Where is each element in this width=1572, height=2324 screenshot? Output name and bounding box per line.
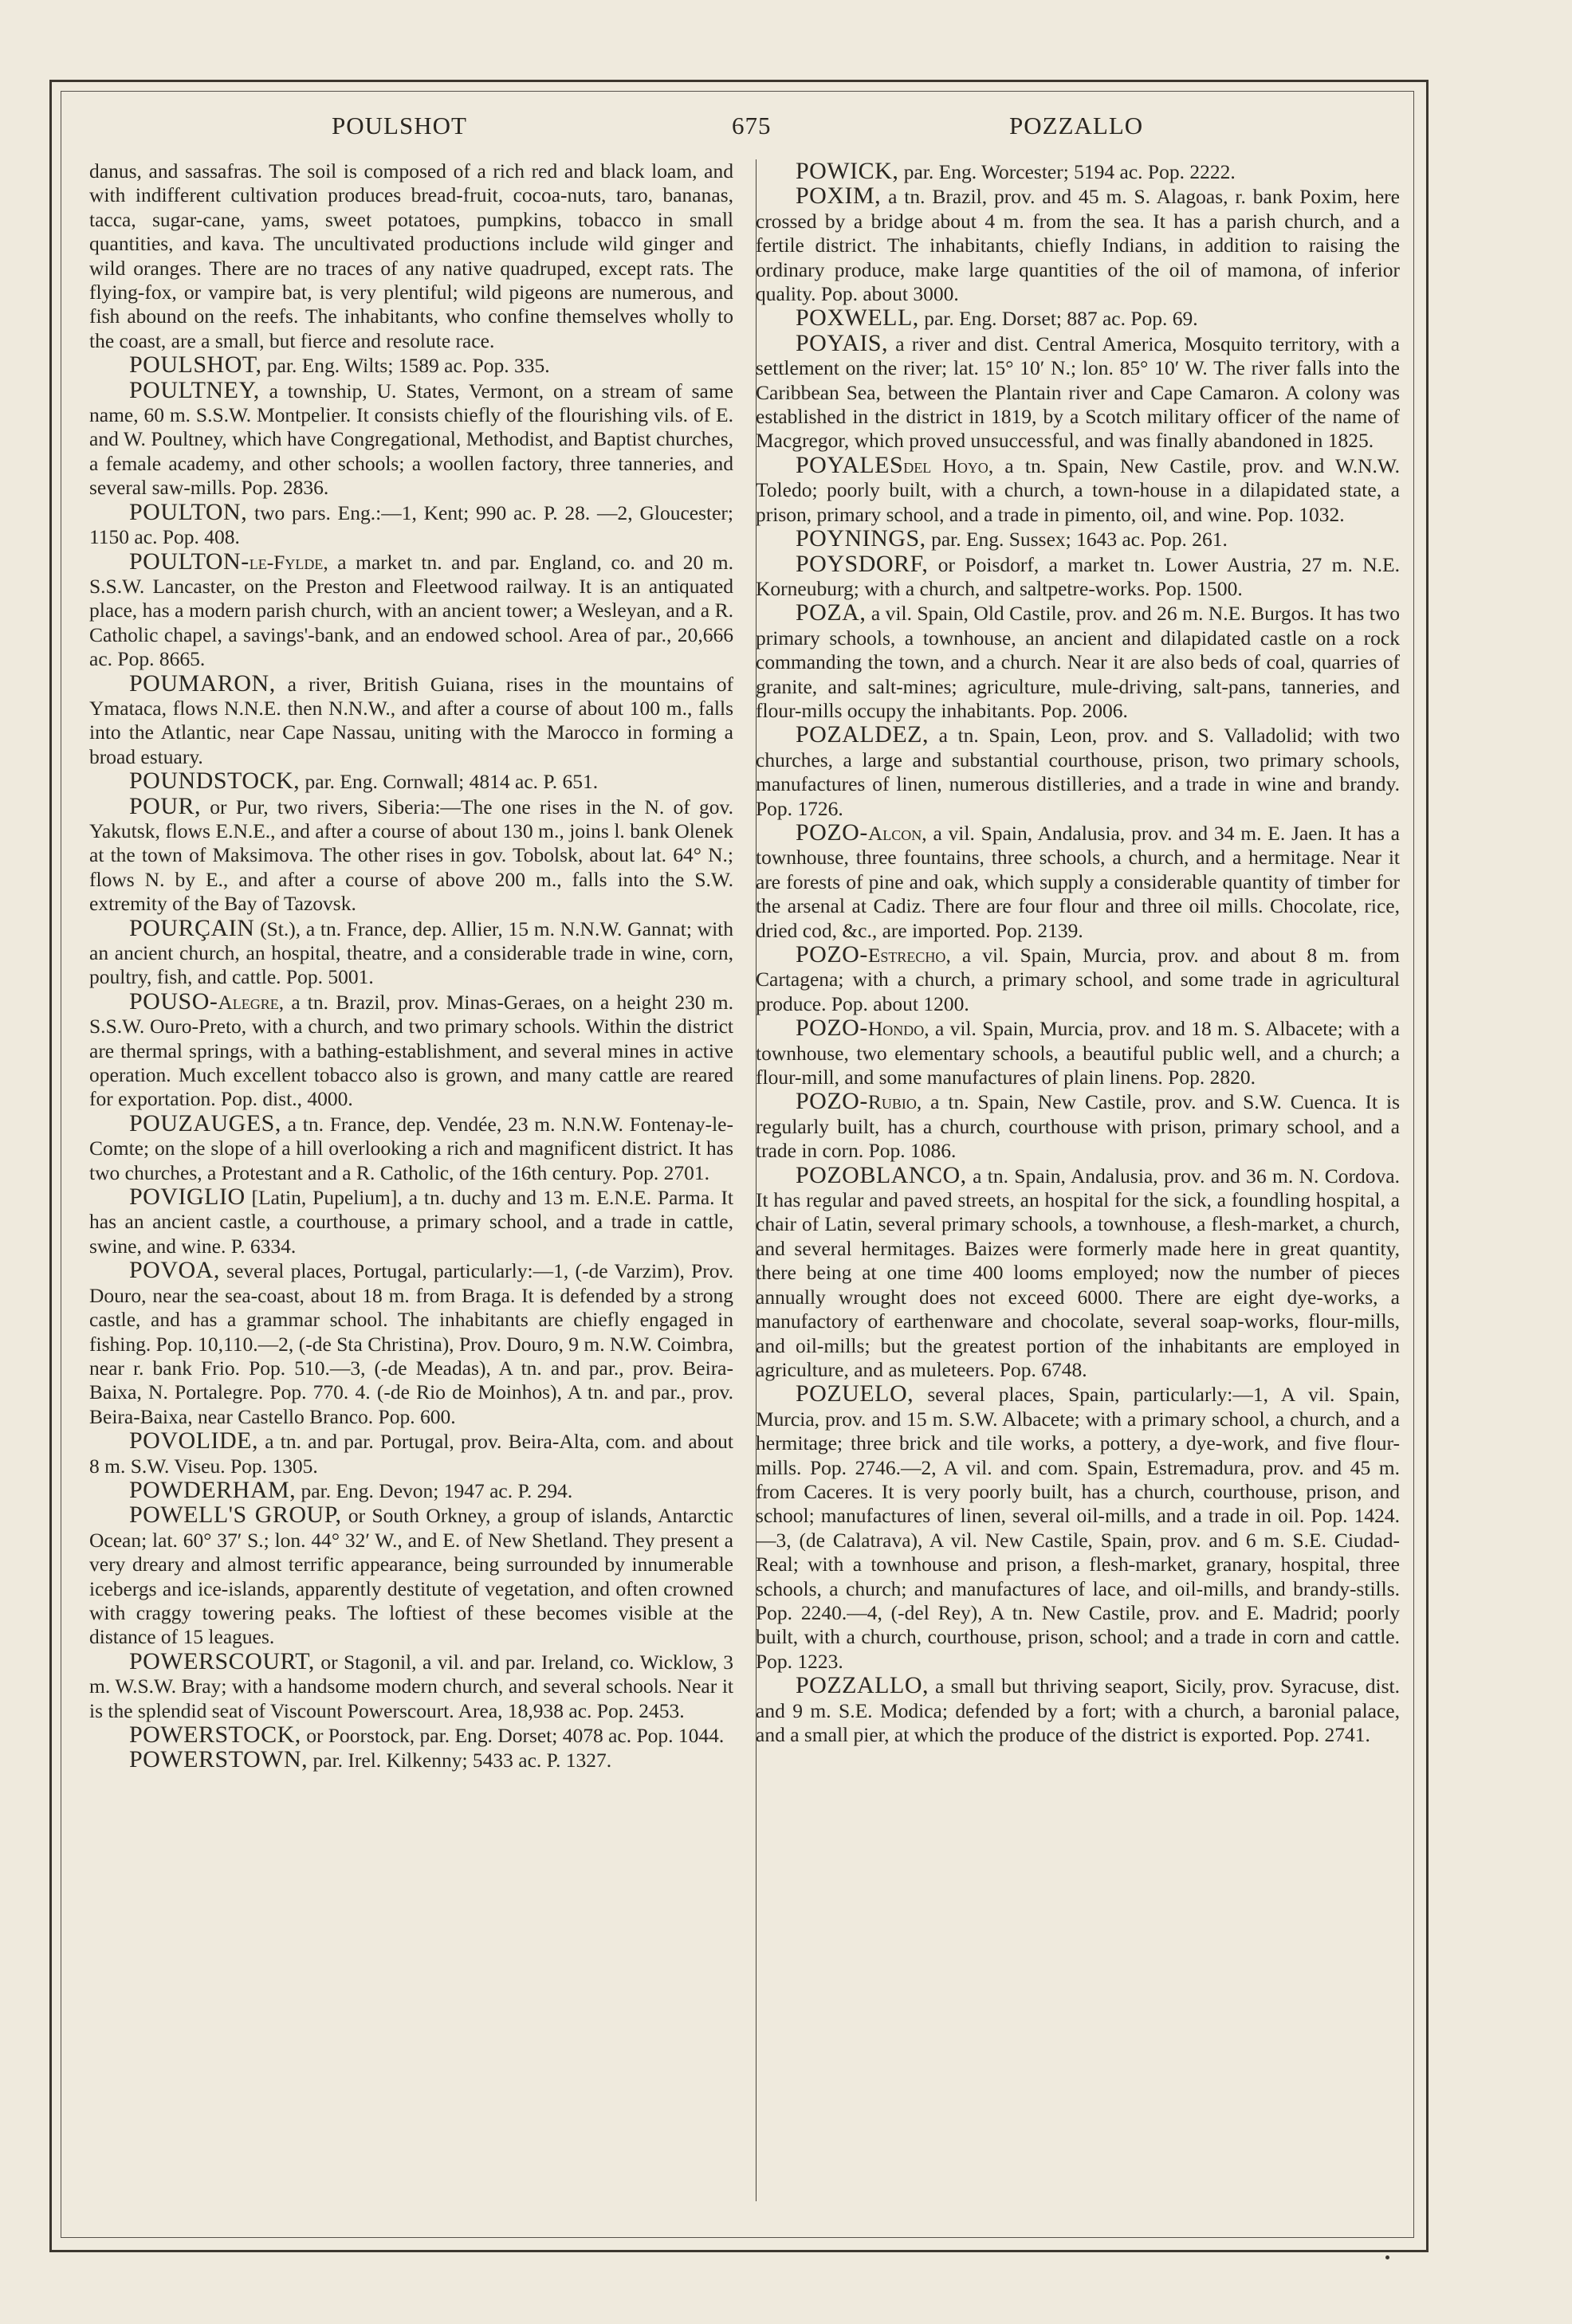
- entry-headword: POWERSTOCK,: [129, 1721, 301, 1748]
- entry-text: two pars. Eng.:—1, Kent; 990 ac. P. 28. —2, Gloucester; 1150 ac. Pop. 408.: [89, 501, 733, 549]
- right-column: [756, 159, 1400, 2208]
- entry-headword: POZZALLO,: [796, 1672, 929, 1699]
- entry-headword-suffix: Rubio: [867, 1090, 917, 1114]
- entry-text: par. Eng. Wilts; 1589 ac. Pop. 335.: [261, 354, 550, 378]
- entry-headword: POXIM,: [796, 183, 882, 210]
- entry-headword: POVOA,: [129, 1257, 220, 1284]
- gazetteer-entry: [756, 1674, 1400, 1747]
- entry-headword-suffix: del Hoyo: [903, 453, 988, 477]
- gazetteer-entry: [756, 453, 1400, 527]
- entry-text: a tn. Brazil, prov. and 45 m. S. Alagoas, r. bank Poxim, here crossed by a bridge about 4 m. from the sea. It has a parish church, and a fertile district. The inhabitants, chiefly Indians, in addition to raising the ordinary produce, make large quantities of the oil of mamona, of inferior quality. Pop. about 3000.: [756, 185, 1400, 306]
- gazetteer-entry: [756, 527, 1400, 552]
- entry-headword: POZOBLANCO,: [796, 1161, 967, 1188]
- entry-text: (St.), a tn. France, dep. Allier, 15 m. N.N.W. Gannat; with an ancient church, an hospital, theatre, and a considerable trade in wine, corn, poultry, fish, and cattle. Pop. 5001.: [89, 917, 733, 989]
- continuation-paragraph: danus, and sassafras. The soil is composed of a rich red and black loam, and with indifferent cultivation produces bread-fruit, cocoa-nuts, taro, bananas, tacca, sugar-cane, yams, sweet potatoes, pumpkins, tobacco in small quantities, and kava. The uncultivated productions include wild ginger and wild oranges. There are no traces of any native quadruped, except rats. The flying-fox, or vampire bat, is very plentiful; wild pigeons are numerous, and fish abound on the reefs. The inhabitants, who confine themselves wholly to the coast, are a small, but fierce and resolute race.: [89, 159, 733, 352]
- gazetteer-entry: [756, 723, 1400, 821]
- gazetteer-entry: [756, 1161, 1400, 1383]
- entry-headword: POZO-: [796, 1015, 868, 1042]
- entry-headword: POZO-: [796, 819, 868, 846]
- entry-text: a township, U. States, Vermont, on a stream of same name, 60 m. S.S.W. Montpelier. It consists chiefly of the flourishing vils. of E. and W. Poultney, which have Congregational, Methodist, and Baptist churches, a female academy, and other schools; a woollen factory, three tanneries, and several saw-mills. Pop. 2836.: [89, 379, 733, 500]
- entry-text: par. Irel. Kilkenny; 5433 ac. P. 1327.: [308, 1749, 612, 1772]
- entry-headword: POUMARON,: [129, 669, 276, 697]
- entry-text: , a vil. Spain, Murcia, prov. and 18 m. S. Albacete; with a townhouse, two elementary schools, a beautiful public well, and a church; a flour-mill, and some manufactures of plain linens. Pop. 2820.: [756, 1017, 1400, 1089]
- entry-text: par. Eng. Dorset; 887 ac. Pop. 69.: [918, 307, 1198, 331]
- header-left-word: POULSHOT: [332, 112, 467, 139]
- entry-headword: POWERSCOURT,: [129, 1647, 315, 1674]
- gazetteer-entry: [756, 821, 1400, 943]
- entry-headword: POUNDSTOCK,: [129, 767, 301, 795]
- entry-headword-suffix: le-Fylde: [249, 550, 324, 574]
- entry-text: or South Orkney, a group of islands, Antarctic Ocean; lat. 60° 37′ S.; lon. 44° 32′ W., and E. of New Shetland. They present a very dreary and almost terrific appearance, being surrounded by innumerable icebergs and ice-islands, apparently destitute of vegetation, and often crowned with craggy towering peaks. The loftiest of these becomes visible at the distance of 15 leagues.: [89, 1504, 733, 1649]
- gazetteer-entry: [756, 184, 1400, 306]
- gazetteer-entry: [89, 987, 733, 1112]
- gazetteer-entry: [756, 329, 1400, 453]
- entry-text: , a tn. Brazil, prov. Minas-Geraes, on a height 230 m. S.S.W. Ouro-Preto, with a church, and two primary schools. Within the district are thermal springs, with a bathing-establishment, and several mines in active operation. Much excellent tobacco also is grown, and many cattle are reared for exportation. Pop. dist., 4000.: [89, 990, 733, 1111]
- gazetteer-entry: [756, 159, 1400, 184]
- gazetteer-entry: [756, 306, 1400, 331]
- entry-headword: POYALES: [796, 451, 904, 478]
- running-header: [61, 112, 1413, 148]
- gazetteer-entry: [89, 1503, 733, 1649]
- gazetteer-entry: [89, 1478, 733, 1503]
- entry-headword-suffix: Estrecho: [867, 944, 946, 967]
- page-number: 675: [732, 112, 772, 139]
- entry-text: a small but thriving seaport, Sicily, prov. Syracuse, dist. and 9 m. S.E. Modica; defended by a fort; with a church, a baronial palace, and a small pier, at which the produce of the district is exported. Pop. 2741.: [756, 1674, 1400, 1746]
- entry-headword: POULSHOT,: [129, 351, 262, 379]
- entry-headword: POYAIS,: [796, 329, 889, 356]
- entry-headword: POVOLIDE,: [129, 1427, 258, 1454]
- entry-text: or Poorstock, par. Eng. Dorset; 4078 ac. Pop. 1044.: [301, 1724, 725, 1747]
- entry-text: [Latin, Pupelium], a tn. duchy and 13 m. E.N.E. Parma. It has an ancient castle, a courthouse, a primary school, and a trade in cattle, swine, and wine. P. 6334.: [89, 1186, 733, 1258]
- entry-text: or Stagonil, a vil. and par. Ireland, co. Wicklow, 3 m. W.S.W. Bray; with a handsome modern church, and several schools. Near it is the splendid seat of Viscount Powerscourt. Area, 18,938 ac. Pop. 2453.: [89, 1650, 733, 1722]
- entry-text: several places, Portugal, particularly:—1, (-de Varzim), Prov. Douro, near the sea-coast, about 18 m. from Braga. It is defended by a strong castle, and has a grammar school. The inhabitants are chiefly engaged in fishing. Pop. 10,110.—2, (-de Sta Christina), Prov. Douro, 9 m. N.W. Coimbra, near r. bank Frio. Pop. 510.—3, (-de Meadas), A tn. and par., prov. Beira-Baixa, N. Portalegre. Pop. 770. 4. (-de Rio de Moinhos), A tn. and par., prov. Beira-Baixa, near Castello Branco. Pop. 600.: [89, 1259, 733, 1428]
- entry-text: several places, Spain, particularly:—1, A vil. Spain, Murcia, prov. and 15 m. S.W. Albacete; with a primary school, a church, and a hermitage; three brick and tile works, a pottery, a dye-work, and five flour-mills. Pop. 2746.—2, A vil. and com. Spain, Estremadura, prov. and 45 m. from Caceres. It is very poorly built, has a church, courthouse, prison, and school; manufactures of linen, several oil-mills, and a trade in oil. Pop. 1424.—3, (de Calatrava), A vil. New Castile, Spain, prov. and 6 m. S.E. Ciudad-Real; with a townhouse and prison, a flesh-market, granary, hospital, three schools, a church; and manufactures of lace, and oil-mills, and brandy-stills. Pop. 2240.—4, (-del Rey), A tn. New Castile, prov. and E. Madrid; poorly built, with a church, courthouse, prison, school; and a trade in corn and cattle. Pop. 1223.: [756, 1383, 1400, 1673]
- left-entries: [89, 353, 733, 1773]
- gazetteer-entry: [89, 1258, 733, 1429]
- entry-headword: POWELL'S GROUP,: [129, 1502, 342, 1529]
- entry-text: or Pur, two rivers, Siberia:—The one rises in the N. of gov. Yakutsk, flows E.N.E., and after a course of about 130 m., joins l. bank Olenek at the town of Maksimova. The other rises in gov. Tobolsk, about lat. 64° N.; flows N. by E., and after a course of above 200 m., falls into the S.W. extremity of the Bay of Tazovsk.: [89, 795, 733, 916]
- entry-text: or Poisdorf, a market tn. Lower Austria, 27 m. N.E. Korneuburg; with a church, and saltpetre-works. Pop. 1500.: [756, 552, 1400, 600]
- entry-headword: POXWELL,: [796, 304, 919, 332]
- entry-text: a tn. Spain, Andalusia, prov. and 36 m. N. Cordova. It has regular and paved streets, an hospital for the sick, a foundling hospital, a chair of Latin, several primary schools, a townhouse, a flesh-market, a church, and several hermitages. Baizes were formerly made here in great quantity, there being at one time 400 looms employed; now the number of pieces annually wrought does not exceed 6000. There are eight dye-works, a manufactory of earthenware and chocolate, several soap-works, flour-mills, and oil-mills; but the greatest portion of the inhabitants are employed in agriculture, and as muleteers. Pop. 6748.: [756, 1164, 1400, 1381]
- entry-headword: POYSDORF,: [796, 550, 929, 577]
- entry-headword-suffix: Alegre: [218, 990, 279, 1014]
- entry-text: a vil. Spain, Old Castile, prov. and 26 m. N.E. Burgos. It has two primary schools, a townhouse, an ancient and dilapidated castle on a rock commanding the town, and a church. Near it are also beds of coal, quarries of granite, and salt-mines; agriculture, mule-driving, salt-pans, tanneries, and flour-mills occupy the inhabitants. Pop. 2006.: [756, 602, 1400, 722]
- entry-headword: POZO-: [796, 941, 868, 968]
- gazetteer-entry: [756, 943, 1400, 1016]
- entry-headword: POWICK,: [796, 159, 899, 184]
- gazetteer-entry: [89, 769, 733, 794]
- right-entries: [756, 159, 1400, 1747]
- left-column: [89, 159, 733, 2208]
- entry-headword: POYNINGS,: [796, 525, 926, 552]
- entry-text: a tn. and par. Portugal, prov. Beira-Alta, com. and about 8 m. S.W. Viseu. Pop. 1305.: [89, 1430, 733, 1478]
- entry-headword: POZO-: [796, 1088, 868, 1115]
- gazetteer-entry: [756, 552, 1400, 602]
- entry-text: , a tn. Spain, New Castile, prov. and W.N.W. Toledo; poorly built, with a church, a town-house in a dilapidated state, a prison, primary school, and a trade in pimento, oil, and wine. Pop. 1032.: [756, 453, 1400, 526]
- gazetteer-entry: [89, 1185, 733, 1258]
- entry-headword: POZALDEZ,: [796, 721, 929, 748]
- gazetteer-entry: [89, 669, 733, 770]
- header-right-word: POZZALLO: [1009, 112, 1144, 139]
- entry-text: , a vil. Spain, Andalusia, prov. and 34 m. E. Jaen. It has a townhouse, three fountains, three schools, a church, and a hermitage. Near it are forests of pine and oak, which supply a considerable quantity of timber for the arsenal at Cadiz. There are four flour and three oil mills. Chocolate, rice, dried cod, &c., are imported. Pop. 2139.: [756, 821, 1400, 942]
- gazetteer-entry: [89, 1647, 733, 1723]
- entry-text: , a vil. Spain, Murcia, prov. and about 8 m. from Cartagena; with a church, a primary school, and some trade in agricultural produce. Pop. about 1200.: [756, 944, 1400, 1015]
- entry-headword-suffix: Hondo: [867, 1017, 925, 1041]
- entry-headword: POUZAUGES,: [129, 1109, 281, 1136]
- gazetteer-entry: [756, 1016, 1400, 1089]
- gazetteer-entry: [89, 1723, 733, 1748]
- entry-text: par. Eng. Cornwall; 4814 ac. P. 651.: [300, 770, 599, 794]
- entry-text: a river and dist. Central America, Mosquito territory, with a settlement on the river; lat. 15° 10′ N.; lon. 85° 10′ W. The river falls into the Caribbean Sea, between the Plantain river and Cape Camaron. A colony was established in the district in 1819, by a Scotch military officer of the name of Macgregor, which proved unsuccessful, and was finally abandoned in 1825.: [756, 332, 1400, 453]
- page-mark: [1385, 2255, 1389, 2259]
- entry-text: par. Eng. Sussex; 1643 ac. Pop. 261.: [926, 528, 1228, 552]
- gazetteer-entry: [89, 1748, 733, 1772]
- entry-text: par. Eng. Devon; 1947 ac. P. 294.: [296, 1478, 573, 1502]
- entry-text: a tn. Spain, Leon, prov. and S. Valladolid; with two churches, a large and substantial courthouse, prison, two primary schools, manufactures of linen, numerous distilleries, and a trade in wine and brandy. Pop. 1726.: [756, 724, 1400, 820]
- entry-headword: POULTON,: [129, 498, 248, 525]
- gazetteer-entry: [89, 914, 733, 990]
- entry-headword: POWDERHAM,: [129, 1476, 297, 1503]
- entry-text: par. Eng. Worcester; 5194 ac. Pop. 2222.: [898, 160, 1236, 183]
- entry-headword: POURÇAIN: [129, 914, 255, 941]
- gazetteer-entry: [756, 1089, 1400, 1163]
- gazetteer-entry: [89, 1429, 733, 1478]
- entry-headword: POZUELO,: [796, 1380, 914, 1407]
- entry-text: , a tn. Spain, New Castile, prov. and S.W. Cuenca. It is regularly built, has a church, courthouse with prison, primary school, and a trade in corn. Pop. 1086.: [756, 1090, 1400, 1163]
- entry-headword: POULTNEY,: [129, 376, 260, 403]
- entry-headword: POUR,: [129, 792, 202, 819]
- entry-text: a river, British Guiana, rises in the mountains of Ymataca, flows N.N.E. then N.N.W., and after a course of about 100 m., falls into the Atlantic, near Cape Nassau, uniting with the Marocco in forming a broad estuary.: [89, 672, 733, 768]
- gazetteer-entry: [89, 498, 733, 550]
- entry-headword: POZA,: [796, 599, 867, 626]
- gazetteer-entry: [756, 601, 1400, 723]
- gazetteer-entry: [756, 1382, 1400, 1674]
- entry-headword: POULTON-: [129, 548, 250, 575]
- entry-text: , a market tn. and par. England, co. and 20 m. S.S.W. Lancaster, on the Preston and Fleetwood railway. It is an antiquated place, has a modern parish church, with an ancient tower; a Wesleyan, and a R. Catholic chapel, a savings'-bank, and an endowed school. Area of par., 20,666 ac. Pop. 8665.: [89, 550, 733, 671]
- entry-text: a tn. France, dep. Vendée, 23 m. N.N.W. Fontenay-le-Comte; on the slope of a hill overlooking a rich and magnificent district. It has two churches, a Protestant and a R. Catholic, of the 16th century. Pop. 2701.: [89, 1112, 733, 1184]
- gazetteer-entry: [89, 353, 733, 378]
- entry-headword-suffix: Alcon: [867, 821, 922, 845]
- entry-headword: POVIGLIO: [129, 1184, 246, 1211]
- gazetteer-entry: [89, 550, 733, 672]
- entry-headword: POWERSTOWN,: [129, 1746, 309, 1773]
- gazetteer-entry: [89, 1109, 733, 1185]
- gazetteer-entry: [89, 792, 733, 917]
- entry-headword: POUSO-: [129, 987, 218, 1015]
- gazetteer-entry: [89, 376, 733, 501]
